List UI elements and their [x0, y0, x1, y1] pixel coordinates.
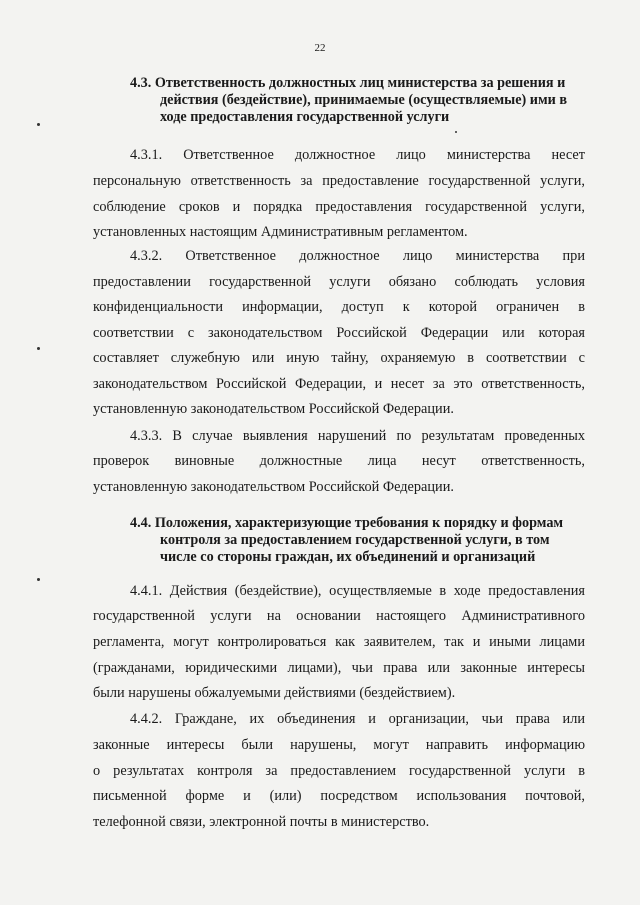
text-line: конфиденциальности информации, доступ к которой ограничен в — [93, 299, 585, 315]
scan-speck — [37, 347, 40, 350]
scan-speck — [37, 123, 40, 126]
page-number: 22 — [314, 42, 326, 54]
text-line: о результатах контроля за предоставлением государственной услуги в — [93, 763, 585, 779]
text-line: персональную ответственность за предоставление государственной услуги, — [93, 173, 585, 189]
text-line: 4.3.2. Ответственное должностное лицо министерства при — [130, 248, 585, 264]
text-line: соблюдение сроков и порядка предоставления государственной услуги, — [93, 199, 585, 215]
text-line: 4.3.1. Ответственное должностное лицо министерства несет — [130, 147, 585, 163]
text-line: установленную законодательством Российской Федерации. — [93, 401, 454, 417]
text-line: были нарушены обжалуемыми действиями (бездействием). — [93, 685, 456, 701]
section-heading-4-4 — [130, 515, 590, 566]
heading-line: действия (бездействие), принимаемые (осуществляемые) ими в — [160, 92, 568, 108]
section-heading-4-3 — [130, 75, 590, 126]
text-line: телефонной связи, электронной почты в министерство. — [93, 814, 430, 830]
scan-speck — [37, 578, 40, 581]
text-line: установленных настоящим Административным регламентом. — [93, 224, 468, 240]
text-line: 4.3.3. В случае выявления нарушений по результатам проведенных — [130, 428, 585, 444]
heading-line: 4.4. Положения, характеризующие требования к порядку и формам — [130, 515, 564, 531]
text-line: письменной форме и (или) посредством использования почтовой, — [93, 788, 585, 804]
text-line: соответствии с законодательством Российской Федерации или которая — [93, 325, 585, 341]
text-line: 4.4.1. Действия (бездействие), осуществляемые в ходе предоставления — [130, 583, 585, 599]
heading-line: ходе предоставления государственной услуги — [160, 109, 450, 125]
text-line: законодательством Российской Федерации, и несет за это ответственность, — [93, 376, 585, 392]
text-line: проверок виновные должностные лица несут ответственность, — [93, 453, 585, 469]
scan-speck — [455, 131, 457, 133]
heading-line: контроля за предоставлением государственной услуги, в том — [160, 532, 550, 548]
text-line: законные интересы были нарушены, могут направить информацию — [93, 737, 585, 753]
heading-line: числе со стороны граждан, их объединений и организаций — [160, 549, 536, 565]
text-line: установленную законодательством Российской Федерации. — [93, 479, 454, 495]
text-line: предоставлении государственной услуги обязано соблюдать условия — [93, 274, 585, 290]
heading-line: 4.3. Ответственность должностных лиц министерства за решения и — [130, 75, 566, 91]
text-line: 4.4.2. Граждане, их объединения и организации, чьи права или — [130, 711, 585, 727]
text-line: (гражданами, юридическими лицами), чьи права или законные интересы — [93, 660, 585, 676]
text-line: регламента, могут контролироваться как заявителем, так и иными лицами — [93, 634, 585, 650]
text-line: государственной услуги на основании настоящего Административного — [93, 608, 585, 624]
text-line: составляет служебную или иную тайну, охраняемую в соответствии с — [93, 350, 585, 366]
